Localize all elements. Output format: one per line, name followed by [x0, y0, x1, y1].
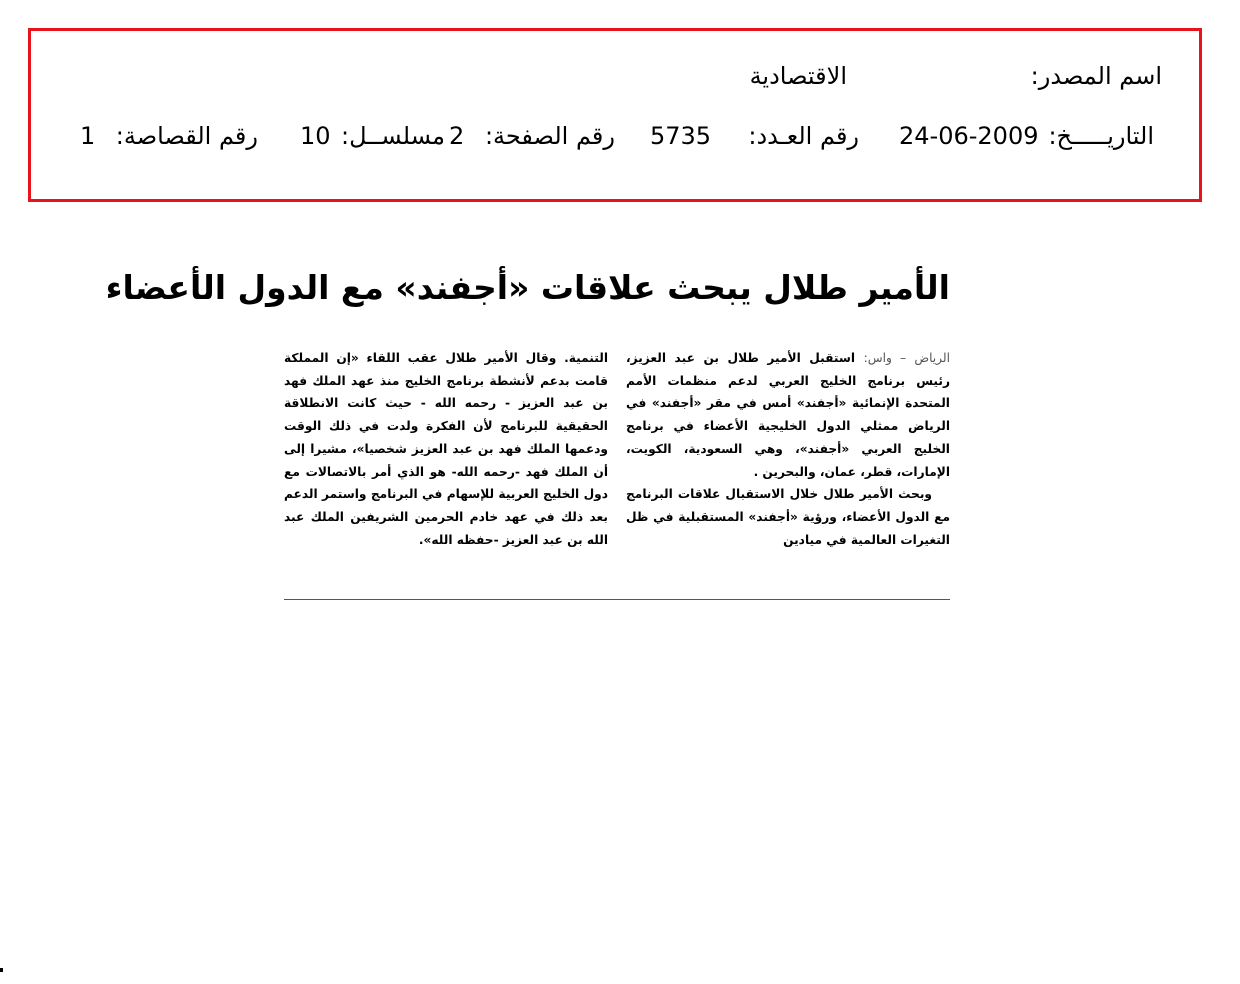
scan-corner-mark: [0, 968, 3, 972]
serial-label: مسلســل:: [341, 122, 445, 150]
source-value: الاقتصادية: [749, 62, 847, 90]
article-column-right: [626, 347, 950, 551]
issue-value: 5735: [650, 122, 712, 150]
page-label: رقم الصفحة:: [484, 122, 615, 150]
date-label: التاريـــــخ:: [1048, 122, 1154, 150]
article-paragraph-2: وبحث الأمير طلال خلال الاستقبال علاقات البرنامج مع الدول الأعضاء، ورؤية «أجفند» المستقبلية في ظل التغيرات العالمية في ميادين: [626, 487, 950, 547]
issue-label: رقم العـدد:: [748, 122, 859, 150]
article-dateline: الرياض – واس:: [863, 351, 950, 365]
article-column-left: [284, 347, 608, 551]
clipping-metadata-box: [28, 28, 1202, 202]
clip-label: رقم القصاصة:: [115, 122, 258, 150]
serial-value: 10: [300, 122, 331, 150]
article-headline: الأمير طلال يبحث علاقات «أجفند» مع الدول الأعضاء: [105, 268, 950, 307]
article-paragraph-3: التنمية. وقال الأمير طلال عقب اللقاء «إن المملكة قامت بدعم لأنشطة برنامج الخليج منذ عهد الملك فهد بن عبد العزيز - رحمه الله - حيث كانت الانطلاقة الحقيقية للبرنامج لأن الفكرة ولدت في ذلك الوقت ودعمها الملك فهد بن عبد العزيز شخصيا»، مشيرا إلى أن الملك فهد -رحمه الله- هو الذي أمر بالاتصالات مع دول الخليج العربية للإسهام في البرنامج واستمر الدعم بعد ذلك في عهد خادم الحرمين الشريفين الملك عبد الله بن عبد العزيز -حفظه الله».: [284, 351, 608, 547]
article-bottom-rule: [284, 599, 950, 600]
source-label: اسم المصدر:: [1030, 62, 1162, 90]
page-value: 2: [449, 122, 465, 150]
article-paragraph-1: استقبل الأمير طلال بن عبد العزيز، رئيس برنامج الخليج العربي لدعم منظمات الأمم المتحدة الإنمائية «أجفند» أمس في مقر «أجفند» في الرياض ممثلي الدول الخليجية الأعضاء في برنامج الخليج العربي «أجفند»، وهي السعودية، الكويت، الإمارات، قطر، عمان، والبحرين .: [626, 351, 950, 479]
clip-value: 1: [80, 122, 96, 150]
date-value: 24-06-2009: [899, 122, 1039, 150]
